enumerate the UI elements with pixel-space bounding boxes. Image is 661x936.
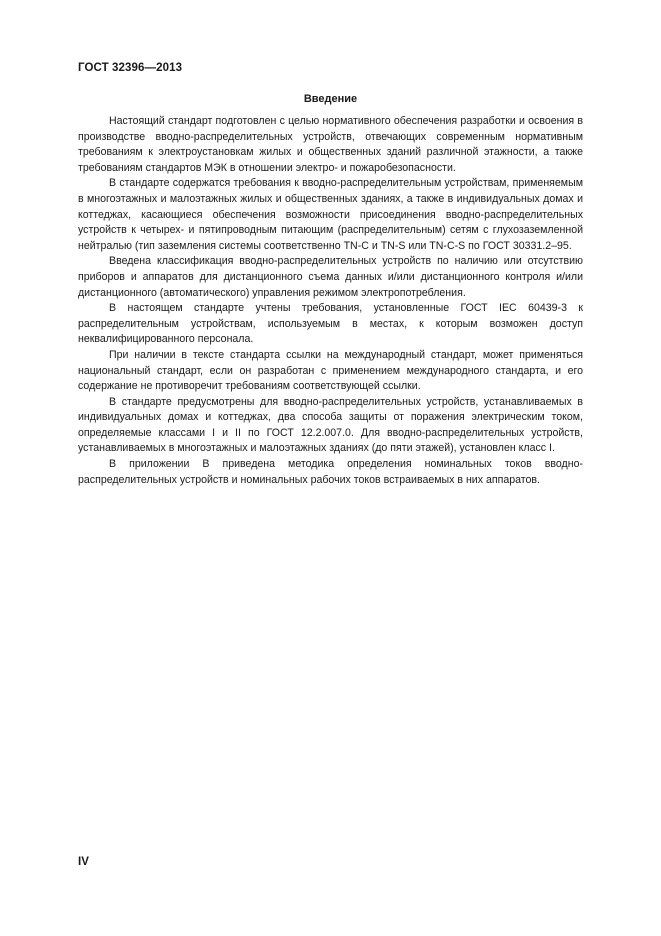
paragraph-purpose: Настоящий стандарт подготовлен с целью нормативного обеспечения разработки и освоения в производстве вводно-распределительных устройств, отвечающих современным нормативным требованиям к электроустановкам жилых и общественных зданий различной этажности, а также требованиям стандартов МЭК в отношении электро- и пожаробезопасности. <box>78 115 583 174</box>
introduction-body <box>78 114 583 488</box>
paragraph-references: При наличии в тексте стандарта ссылки на международный стандарт, может применяться национальный стандарт, если он разработан с применением международного стандарта, и его содержание не противоречит требованиям соответствующей ссылки. <box>78 348 583 393</box>
paragraph-iec-requirements: В настоящем стандарте учтены требования, установленные ГОСТ IEC 60439-3 к распределительным устройствам, используемым в местах, к которым возможен доступ неквалифицированного персонала. <box>78 302 583 346</box>
paragraph-classification: Введена классификация вводно-распределительных устройств по наличию или отсутствию приборов и аппаратов для дистанционного съема данных и/или дистанционного контроля и/или дистанционного (автоматического) управления режимом электропотребления. <box>78 255 583 299</box>
paragraph-annex: В приложении В приведена методика определения номинальных токов вводно-распределительных устройств и номинальных рабочих токов встраиваемых в них аппаратов. <box>78 458 583 486</box>
page-number: IV <box>78 856 89 868</box>
paragraph-requirements: В стандарте содержатся требования к вводно-распределительным устройствам, применяемым в многоэтажных и малоэтажных жилых и общественных зданиях, а также в индивидуальных домах и коттеджах, касающиеся обеспечения возможности присоединения вводно-распределительных устройств к четырех- и пятипроводным питающим (распределительным) сетям с глухозаземленной нейтралью (тип заземления системы соответственно TN-C и TN-S или TN-C-S по ГОСТ 30331.2–95. <box>78 177 583 252</box>
paragraph-protection-classes: В стандарте предусмотрены для вводно-распределительных устройств, устанавливаемых в индивидуальных домах и коттеджах, два способа защиты от поражения электрическим током, определяемые классами I и II по ГОСТ 12.2.007.0. Для вводно-распределительных устройств, устанавливаемых в многоэтажных и малоэтажных зданиях (до пяти этажей), установлен класс I. <box>78 395 583 455</box>
document-code-header: ГОСТ 32396—2013 <box>78 62 183 74</box>
section-title: Введение <box>303 93 358 105</box>
